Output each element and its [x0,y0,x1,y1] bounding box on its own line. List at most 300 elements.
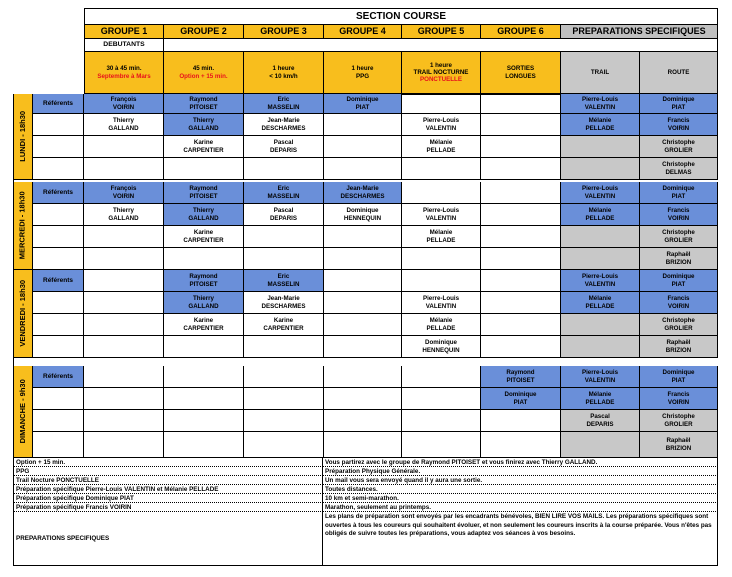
cell-text: GROLIER [664,420,693,428]
name-cell [561,114,640,136]
cell-text: Jean-Marie [346,185,379,193]
name-cell [402,292,481,314]
cell-text: Thierry [113,207,134,215]
cell-text: Dominique [346,96,379,104]
cell-text: Septembre à Mars [97,72,151,80]
cell-text: Karine [273,317,294,325]
name-cell [402,314,481,336]
name-cell [164,270,244,292]
cell-text: PIAT [671,280,686,288]
cell-text: Mélanie [588,207,612,215]
name-cell [164,182,244,204]
cell-text: Dominique [662,369,695,377]
cell-text: Pierre-Louis [581,273,619,281]
cell-text: Raymond [189,96,218,104]
referents-spacer [33,158,84,180]
cell-text: Thierry [113,117,134,125]
empty-cell [561,136,640,158]
empty-cell [561,432,640,458]
cell-text: Mélanie [588,391,612,399]
cell-text: VALENTIN [584,103,616,111]
footnote-label: Préparation spécifique Dominique PIAT [13,494,323,503]
empty-cell [324,292,402,314]
group-desc-2 [164,52,244,94]
debutants-spacer [164,39,718,52]
cell-text: DEPARIS [586,420,614,428]
cell-text: 1 heure [351,65,374,73]
empty-cell [481,204,561,226]
empty-cell [561,226,640,248]
empty-cell [84,432,164,458]
name-cell [164,292,244,314]
name-cell [640,158,718,180]
cell-text: VOIRIN [667,214,690,222]
cell-text: PITOISET [189,103,218,111]
cell-text: Francis [667,207,690,215]
empty-cell [561,248,640,270]
cell-text: Karine [193,229,214,237]
cell-text: MASSELIN [267,192,300,200]
cell-text: DEPARIS [269,214,298,222]
cell-text: Francis [667,391,690,399]
day-label-4 [13,366,33,458]
cell-text: CARPENTIER [183,146,224,154]
name-cell [561,270,640,292]
cell-text: CARPENTIER [263,324,304,332]
empty-cell [324,366,402,388]
name-cell [640,94,718,114]
empty-cell [84,270,164,292]
cell-text: PELLADE [585,398,615,406]
empty-cell [402,158,481,180]
cell-text: VALENTIN [425,214,457,222]
footnote-text: 10 km et semi-marathon. [323,494,718,503]
cell-text: GALLAND [188,214,219,222]
name-cell [561,94,640,114]
cell-text: PELLADE [585,302,615,310]
name-cell [244,314,324,336]
empty-cell [402,388,481,410]
debutants-label: DEBUTANTS [84,39,164,52]
footnote-label: Préparation spécifique Francis VOIRIN [13,503,323,512]
cell-text: Raphaël [666,251,691,259]
cell-text: BRIZION [665,346,692,354]
empty-cell [244,158,324,180]
name-cell [84,114,164,136]
cell-text: Karine [193,317,214,325]
cell-text: Dominique [662,185,695,193]
empty-cell [324,314,402,336]
cell-text: Christophe [662,229,695,237]
group-header-1 [84,25,164,39]
group-header-4 [324,25,402,39]
name-cell [244,136,324,158]
cell-text: PELLADE [585,214,615,222]
group-header-3 [244,25,324,39]
name-cell [324,182,402,204]
footnote-label: Trail Nocture PONCTUELLE [13,476,323,485]
cell-text: Christophe [662,413,695,421]
cell-text: DEPARIS [269,146,298,154]
empty-cell [481,94,561,114]
empty-cell [481,336,561,358]
name-cell [164,136,244,158]
group-desc-4 [324,52,402,94]
empty-cell [164,432,244,458]
name-cell [561,292,640,314]
cell-text: VOIRIN [112,103,135,111]
referents-spacer [33,336,84,358]
cell-text: François [110,185,137,193]
cell-text: VOIRIN [112,192,135,200]
cell-text: François [110,96,137,104]
empty-cell [481,136,561,158]
cell-text: GROUPE 3 [260,26,307,37]
name-cell [640,226,718,248]
empty-cell [481,270,561,292]
empty-cell [84,336,164,358]
cell-text: VOIRIN [667,302,690,310]
cell-text: Jean-Marie [267,295,300,303]
empty-cell [244,410,324,432]
empty-cell [402,248,481,270]
cell-text: GALLAND [108,214,139,222]
cell-text: Dominique [346,207,379,215]
cell-text: HENNEQUIN [343,214,382,222]
empty-cell [481,226,561,248]
footnote-label: PREPARATIONS SPECIFIQUES [13,512,323,566]
empty-cell [561,158,640,180]
cell-text: VOIRIN [667,124,690,132]
name-cell [244,94,324,114]
cell-text: Christophe [662,317,695,325]
cell-text: Mélanie [429,317,453,325]
name-cell [640,136,718,158]
name-cell [402,226,481,248]
empty-cell [164,248,244,270]
cell-text: 45 min. [192,65,215,73]
cell-text: PELLADE [426,236,456,244]
cell-text: Dominique [504,391,537,399]
cell-text: Francis [667,295,690,303]
name-cell [244,292,324,314]
referents-spacer [33,136,84,158]
group-header-6 [481,25,561,39]
name-cell [164,226,244,248]
empty-cell [164,366,244,388]
referents-spacer [33,410,84,432]
prep-col-trail [561,52,640,94]
cell-text: PELLADE [426,146,456,154]
cell-text: GROLIER [664,324,693,332]
cell-text: PITOISET [189,192,218,200]
empty-cell [84,388,164,410]
empty-cell [402,270,481,292]
referents-spacer [33,292,84,314]
cell-text: CARPENTIER [183,324,224,332]
cell-text: GROUPE 5 [417,26,465,37]
cell-text: PIAT [355,103,370,111]
name-cell [640,270,718,292]
name-cell [640,432,718,458]
cell-text: Référents [43,188,73,196]
cell-text: GROLIER [664,236,693,244]
name-cell [244,114,324,136]
cell-text: Dominique [425,339,457,347]
empty-cell [402,410,481,432]
referents-label [33,270,84,292]
empty-cell [561,314,640,336]
name-cell [640,182,718,204]
cell-text: MASSELIN [267,280,300,288]
empty-cell [244,248,324,270]
day-label-text: VENDREDI - 18h30 [17,280,27,347]
cell-text: BRIZION [665,258,692,266]
empty-cell [481,292,561,314]
empty-cell [324,136,402,158]
empty-cell [244,366,324,388]
cell-text: Raphaël [666,437,691,445]
referents-spacer [33,226,84,248]
prep-col-route [640,52,718,94]
name-cell [640,336,718,358]
cell-text: Pascal [590,413,610,421]
cell-text: Référents [43,99,73,107]
empty-cell [84,158,164,180]
group-header-2 [164,25,244,39]
empty-cell [244,336,324,358]
empty-cell [164,158,244,180]
empty-cell [324,270,402,292]
cell-text: GALLAND [108,124,139,132]
cell-text: Référents [43,372,73,380]
cell-text: Raymond [506,369,535,377]
cell-text: Pierre-Louis [581,185,619,193]
empty-cell [244,432,324,458]
name-cell [164,204,244,226]
cell-text: GALLAND [188,124,219,132]
day-label-3 [13,270,33,358]
cell-text: GROUPE 1 [100,26,148,37]
cell-text: GALLAND [188,302,219,310]
cell-text: MASSELIN [267,103,300,111]
cell-text: Option + 15 min. [179,72,228,80]
cell-text: GROLIER [664,146,693,154]
group-desc-5 [402,52,481,94]
referents-spacer [33,248,84,270]
name-cell [640,114,718,136]
name-cell [402,336,481,358]
cell-text: LONGUES [505,72,536,80]
cell-text: Thierry [193,117,214,125]
footnote-text: Marathon, seulement au printemps. [323,503,718,512]
name-cell [561,388,640,410]
empty-cell [324,158,402,180]
referents-label [33,182,84,204]
empty-cell [324,336,402,358]
cell-text: Mélanie [429,139,453,147]
cell-text: VALENTIN [584,376,616,384]
name-cell [640,292,718,314]
cell-text: 1 heure [429,61,452,69]
cell-text: VALENTIN [425,302,457,310]
name-cell [402,204,481,226]
empty-cell [402,366,481,388]
empty-cell [481,248,561,270]
name-cell [324,94,402,114]
cell-text: Mélanie [588,295,612,303]
cell-text: PELLADE [426,324,456,332]
empty-cell [481,314,561,336]
cell-text: Pierre-Louis [581,369,619,377]
name-cell [324,204,402,226]
day-label-2 [13,182,33,270]
empty-cell [84,314,164,336]
cell-text: Pierre-Louis [422,207,460,215]
referents-spacer [33,314,84,336]
name-cell [481,388,561,410]
empty-cell [324,388,402,410]
name-cell [561,366,640,388]
cell-text: DESCHARMES [261,124,306,132]
empty-cell [164,336,244,358]
empty-cell [84,248,164,270]
cell-text: Thierry [193,295,214,303]
name-cell [244,182,324,204]
cell-text: < 10 km/h [269,72,298,80]
cell-text: Pierre-Louis [581,96,619,104]
cell-text: GROUPE 2 [180,26,227,37]
cell-text: Pierre-Louis [422,117,460,125]
cell-text: Raymond [189,273,218,281]
cell-text: Jean-Marie [267,117,300,125]
footnote-label: Préparation spécifique Pierre-Louis VALENTIN et Mélanie PELLADE [13,485,323,494]
empty-cell [324,248,402,270]
cell-text: Dominique [662,273,695,281]
empty-cell [402,94,481,114]
empty-cell [84,226,164,248]
empty-cell [481,182,561,204]
name-cell [640,204,718,226]
cell-text: PIAT [671,103,686,111]
name-cell [164,114,244,136]
cell-text: SORTIES [506,65,535,73]
cell-text: TRAIL [590,68,610,76]
group-desc-1 [84,52,164,94]
empty-cell [324,226,402,248]
empty-cell [244,226,324,248]
empty-cell [84,136,164,158]
name-cell [561,182,640,204]
empty-cell [84,292,164,314]
cell-text: DESCHARMES [261,302,306,310]
name-cell [640,410,718,432]
referents-spacer [33,114,84,136]
empty-cell [84,410,164,432]
cell-text: Christophe [662,139,695,147]
cell-text: Pascal [273,139,294,147]
referents-spacer [33,388,84,410]
name-cell [402,136,481,158]
name-cell [164,314,244,336]
name-cell [84,182,164,204]
name-cell [640,366,718,388]
section-title: SECTION COURSE [84,8,718,25]
cell-text: Pascal [273,207,294,215]
footnote-label: Option + 15 min. [13,458,323,467]
referents-label [33,366,84,388]
cell-text: Dominique [662,96,695,104]
empty-cell [561,336,640,358]
footnote-label: PPG [13,467,323,476]
name-cell [640,248,718,270]
empty-cell [402,432,481,458]
cell-text: VALENTIN [584,280,616,288]
cell-text: VOIRIN [667,398,690,406]
group-header-5 [402,25,481,39]
referents-label [33,94,84,114]
prep-header [561,25,718,39]
name-cell [640,314,718,336]
cell-text: Raymond [189,185,218,193]
cell-text: 1 heure [272,65,295,73]
name-cell [244,204,324,226]
cell-text: Francis [667,117,690,125]
empty-cell [244,388,324,410]
cell-text: Karine [193,139,214,147]
cell-text: Raphaël [666,339,691,347]
footnote-text: Toutes distances. [323,485,718,494]
referents-spacer [33,204,84,226]
day-label-1 [13,94,33,180]
cell-text: Eric [277,185,290,193]
empty-cell [481,114,561,136]
name-cell [640,388,718,410]
cell-text: Christophe [662,161,695,169]
cell-text: DESCHARMES [340,192,385,200]
cell-text: Référents [43,276,73,284]
name-cell [402,114,481,136]
cell-text: PIAT [671,192,686,200]
cell-text: GROUPE 4 [339,26,386,37]
cell-text: Mélanie [429,229,453,237]
empty-cell [164,410,244,432]
empty-cell [481,410,561,432]
cell-text: Eric [277,96,290,104]
day-label-text: LUNDI - 18h30 [17,111,27,162]
day-label-text: DIMANCHE - 9h30 [17,379,27,444]
cell-text: PIAT [671,376,686,384]
cell-text: PITOISET [189,280,218,288]
cell-text: GROUPE 6 [497,26,544,37]
cell-text: PITOISET [506,376,535,384]
referents-spacer [33,432,84,458]
cell-text: Mélanie [588,117,612,125]
name-cell [84,94,164,114]
cell-text: VALENTIN [425,124,457,132]
empty-cell [481,432,561,458]
empty-cell [164,388,244,410]
day-label-text: MERCREDI - 18h30 [17,191,27,260]
cell-text: 30 à 45 min. [106,65,142,73]
name-cell [84,204,164,226]
cell-text: PELLADE [585,124,615,132]
empty-cell [481,158,561,180]
group-desc-3 [244,52,324,94]
cell-text: ROUTE [667,68,690,76]
empty-cell [402,182,481,204]
cell-text: Eric [277,273,290,281]
